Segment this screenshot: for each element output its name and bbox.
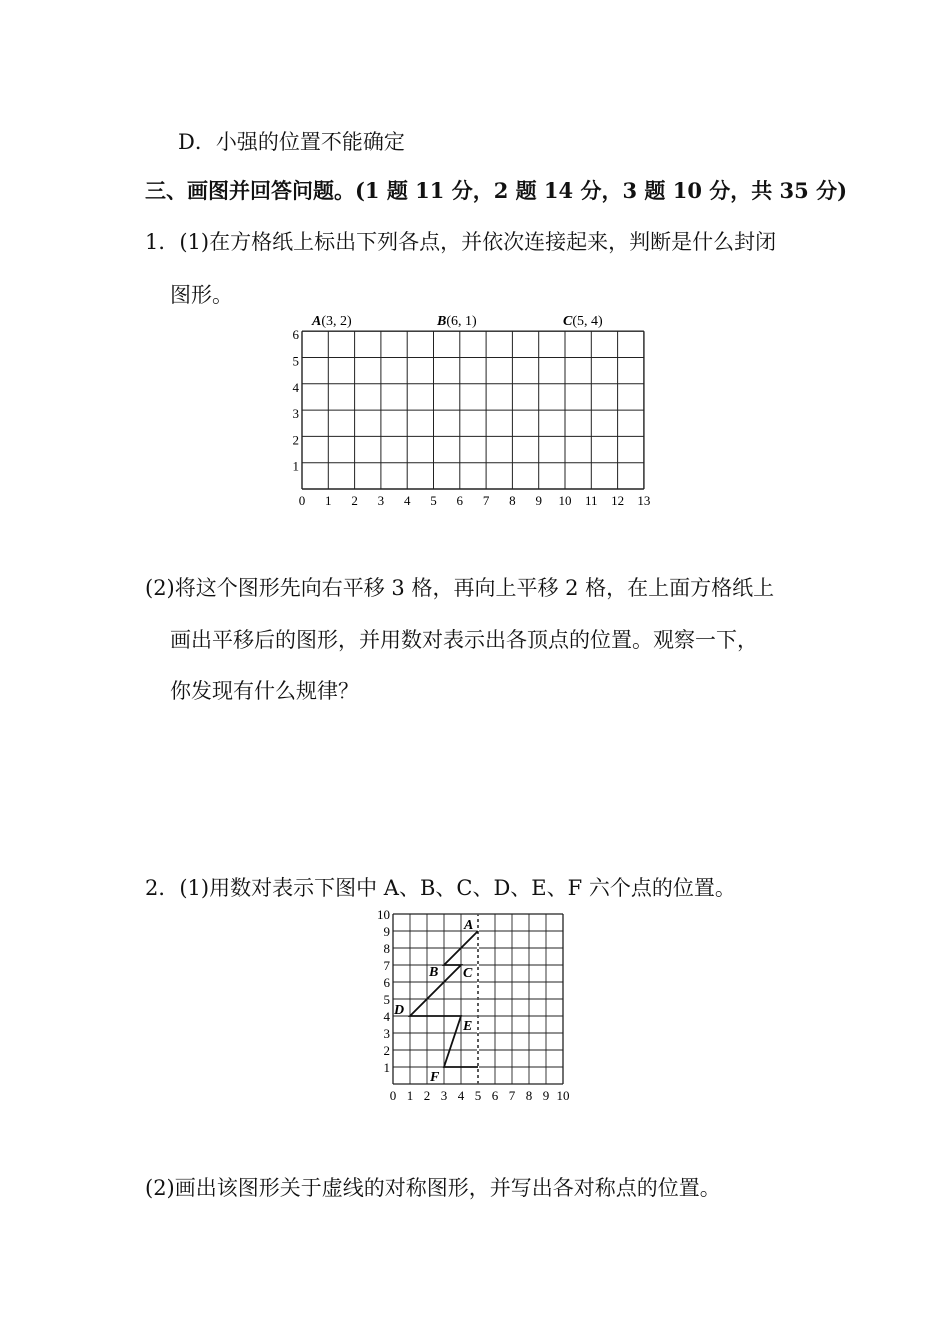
section-title: 三、画图并回答问题。(1 题 11 分，2 题 14 分，3 题 10 分，共 35 分) xyxy=(145,178,848,203)
grid2-y-tick: 3 xyxy=(383,1026,390,1041)
grid1-x-tick: 9 xyxy=(535,493,542,508)
grid1-x-tick: 13 xyxy=(637,493,651,508)
q2-part2: (2)画出该图形关于虚线的对称图形，并写出各对称点的位置。 xyxy=(145,1176,721,1200)
grid2-y-tick: 2 xyxy=(383,1043,390,1058)
grid2-x-tick: 9 xyxy=(542,1088,550,1103)
grid2-point-label: D xyxy=(394,1003,405,1018)
option-d: D．小强的位置不能确定 xyxy=(178,130,405,154)
grid2-y-tick: 8 xyxy=(383,941,390,956)
grid1-x-tick: 12 xyxy=(611,493,625,508)
grid1-x-tick: 6 xyxy=(456,493,464,508)
grid1-point-label: C(5, 4) xyxy=(563,314,603,329)
grid2-x-tick: 6 xyxy=(491,1088,499,1103)
grid1-y-tick: 3 xyxy=(292,406,299,422)
grid2-y-tick: 10 xyxy=(377,907,390,922)
grid2-y-tick: 9 xyxy=(383,924,390,939)
grid2-point-label: B xyxy=(429,965,439,980)
grid1-y-tick: 2 xyxy=(292,432,299,448)
q1-part2-line3: 你发现有什么规律？ xyxy=(170,679,359,703)
grid2-x-tick: 5 xyxy=(474,1088,482,1103)
grid1-y-tick: 6 xyxy=(292,327,299,343)
grid2-x-tick: 8 xyxy=(525,1088,533,1103)
grid2-y-tick: 7 xyxy=(383,958,390,973)
grid1-y-tick: 5 xyxy=(292,353,299,369)
q1-part2-line2: 画出平移后的图形，并用数对表示出各顶点的位置。观察一下， xyxy=(170,628,758,652)
grid2-point-label: C xyxy=(463,966,473,981)
grid2-y-tick: 4 xyxy=(383,1009,390,1024)
grid1-x-tick: 4 xyxy=(403,493,411,508)
grid2-x-tick: 3 xyxy=(440,1088,448,1103)
grid1-x-tick: 7 xyxy=(482,493,490,508)
grid2-x-tick: 7 xyxy=(508,1088,516,1103)
grid-1 xyxy=(280,308,660,513)
grid2-y-tick: 1 xyxy=(383,1060,390,1075)
q1-part2-line1: (2)将这个图形先向右平移 3 格，再向上平移 2 格，在上面方格纸上 xyxy=(145,576,775,600)
grid1-x-tick: 0 xyxy=(298,493,306,508)
q1-part1-line1: 1．(1)在方格纸上标出下列各点，并依次连接起来，判断是什么封闭 xyxy=(145,230,777,254)
q2-part1-text: 2．(1)用数对表示下图中 A、B、C、D、E、F 六个点的位置。 xyxy=(145,876,736,900)
grid2-x-tick: 2 xyxy=(423,1088,431,1103)
grid2-point-label: E xyxy=(463,1019,473,1034)
q2-part1 xyxy=(145,874,736,902)
grid2-y-tick: 5 xyxy=(383,992,390,1007)
grid1-x-tick: 8 xyxy=(509,493,516,508)
grid-2 xyxy=(365,905,585,1110)
grid1-x-tick: 5 xyxy=(430,493,437,508)
grid2-y-tick: 6 xyxy=(383,975,390,990)
grid1-x-tick: 3 xyxy=(377,493,385,508)
grid1-y-tick: 1 xyxy=(292,458,299,474)
grid1-x-tick: 10 xyxy=(558,493,572,508)
grid1-point-label: B(6, 1) xyxy=(437,314,477,329)
grid1-x-tick: 1 xyxy=(325,493,332,508)
grid1-y-tick: 4 xyxy=(292,379,299,395)
grid2-point-label: F xyxy=(430,1070,440,1085)
grid2-x-tick: 0 xyxy=(389,1088,397,1103)
grid2-x-tick: 10 xyxy=(556,1088,570,1103)
grid1-x-tick: 2 xyxy=(351,493,358,508)
grid2-x-tick: 4 xyxy=(457,1088,465,1103)
grid1-x-tick: 11 xyxy=(585,493,598,508)
grid1-point-label: A(3, 2) xyxy=(312,314,352,329)
q1-part1-line2: 图形。 xyxy=(170,283,233,307)
grid2-x-tick: 1 xyxy=(406,1088,414,1103)
grid2-point-label: A xyxy=(464,918,474,933)
